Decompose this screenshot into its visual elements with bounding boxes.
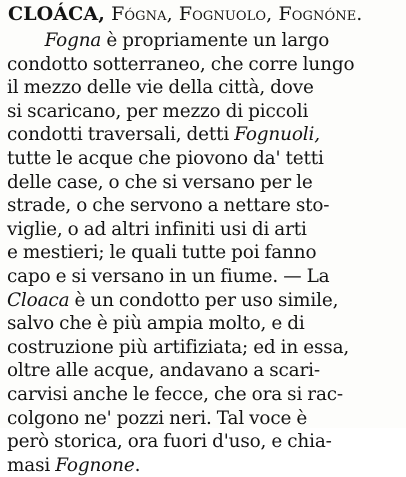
text-segment: e mestieri; le quali tutte poi fanno <box>7 242 317 264</box>
text-line <box>7 29 399 53</box>
italic-term: Fognuoli, <box>234 124 320 146</box>
text-line <box>7 265 399 289</box>
text-line <box>7 147 399 171</box>
text-line <box>7 218 399 242</box>
entry-headword: CLOÁCA, <box>8 3 105 25</box>
text-line <box>7 336 399 360</box>
text-line <box>7 407 399 431</box>
text-line <box>7 359 399 383</box>
text-line <box>7 430 399 454</box>
text-segment: è un condotto per uso simile, <box>69 289 339 311</box>
text-line <box>7 312 399 336</box>
text-segment: viglie, o ad altri infiniti usi di arti <box>7 218 307 240</box>
text-line <box>7 454 399 477</box>
text-line <box>7 241 399 265</box>
text-segment: . <box>134 454 141 476</box>
text-line <box>7 171 399 195</box>
text-line <box>7 194 399 218</box>
text-segment: tutte le acque che piovono da' tetti <box>7 147 324 169</box>
text-segment: condotto sotterraneo, che corre lungo <box>7 53 355 75</box>
text-segment: carvisi anche le fecce, che ora si rac- <box>7 383 344 405</box>
text-segment: il mezzo delle vie della città, dove <box>7 77 314 99</box>
text-segment: costruzione più artifiziata; ed in essa, <box>7 336 350 358</box>
italic-term: Fognone <box>55 454 135 476</box>
text-line <box>7 53 399 77</box>
italic-term: Fogna <box>44 30 102 51</box>
text-segment: però storica, ora fuori d'uso, e chia- <box>7 431 332 453</box>
text-line <box>7 76 399 100</box>
text-line <box>7 123 399 147</box>
text-segment: colgono ne' pozzi neri. Tal voce è <box>7 407 308 429</box>
entry-synonyms <box>111 3 362 25</box>
entry-body <box>7 29 403 477</box>
entry-synonym: Fognóne. <box>278 3 363 25</box>
text-segment: condotti traversali, detti <box>7 124 235 146</box>
text-line <box>7 100 399 124</box>
entry-synonym: Fógna, <box>111 3 173 25</box>
text-segment: masi <box>7 454 56 476</box>
text-segment: oltre alle acque, andavano a scari- <box>7 360 320 382</box>
text-line <box>7 289 399 313</box>
text-segment: delle case, o che si versano per le <box>7 171 313 193</box>
entry-synonym: Fognuolo, <box>178 3 273 25</box>
text-segment: è propriamente un largo <box>101 30 330 51</box>
text-segment: capo e si versano in un fiume. — La <box>7 265 330 287</box>
text-line <box>7 383 399 407</box>
text-segment: strade, o che servono a nettare sto- <box>7 195 330 217</box>
entry-heading <box>8 2 400 26</box>
text-segment: si scaricano, per mezzo di piccoli <box>7 100 309 122</box>
italic-term: Cloaca <box>7 289 70 311</box>
text-segment: salvo che è più ampia molto, e di <box>7 313 305 335</box>
